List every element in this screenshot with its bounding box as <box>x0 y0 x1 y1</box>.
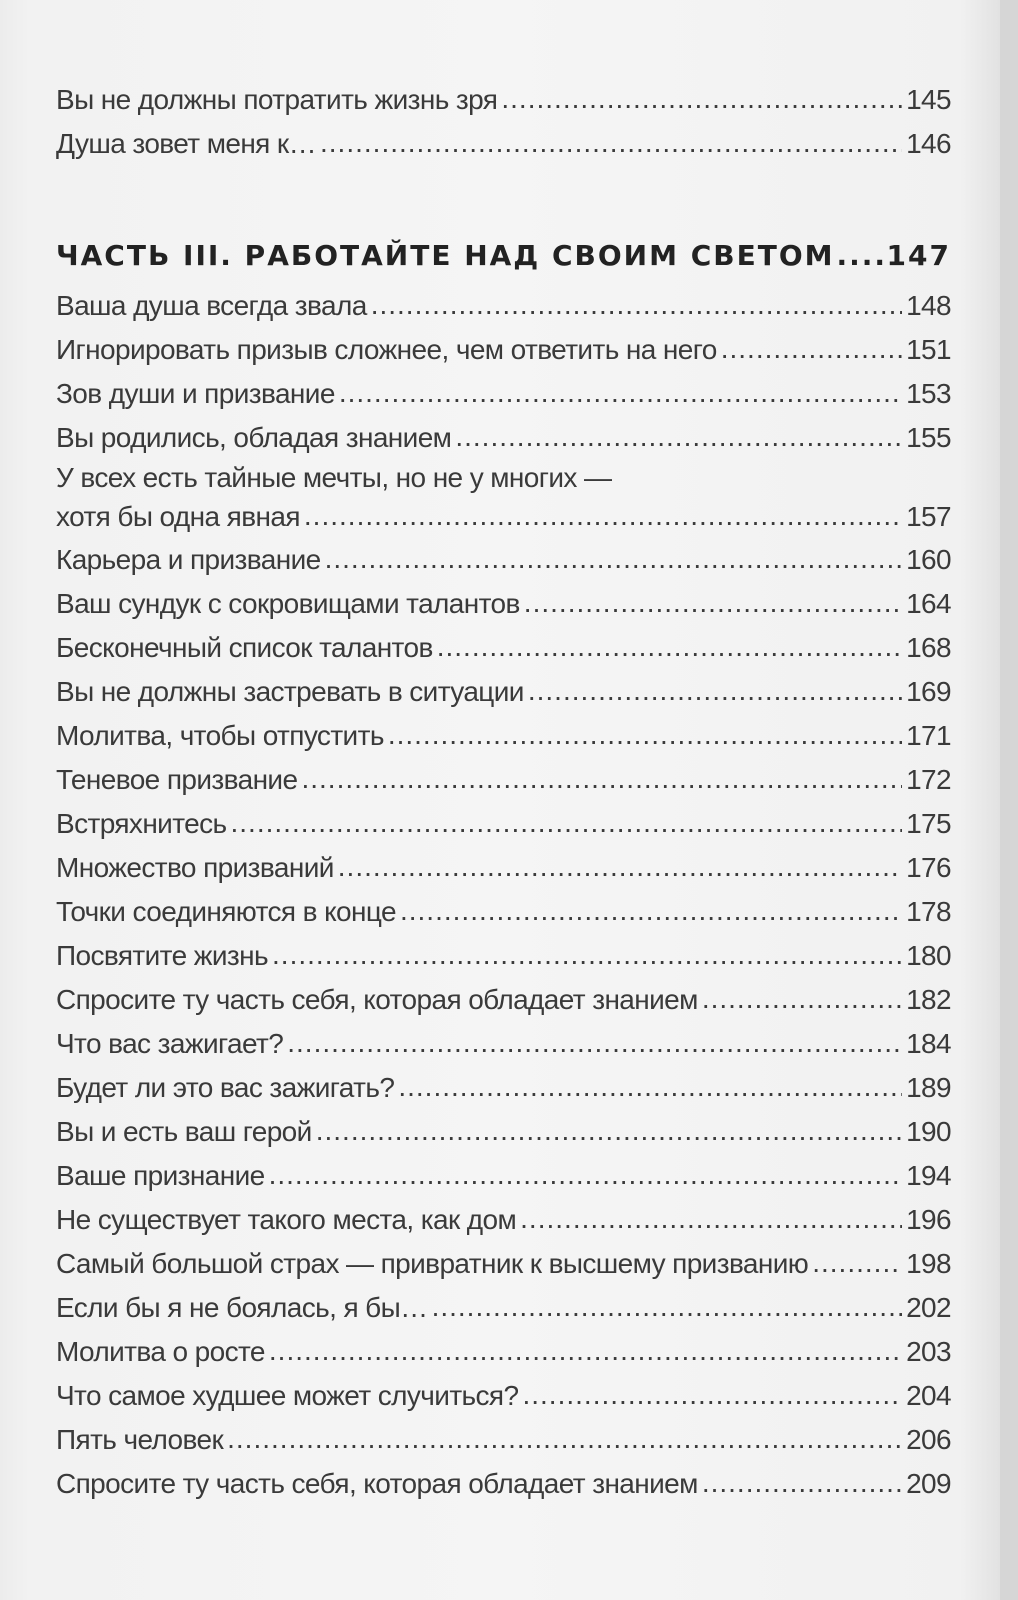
toc-entry-title-line1: У всех есть тайные мечты, но не у многих — <box>56 462 612 493</box>
toc-entry-page: 160 <box>906 544 951 575</box>
dot-leader <box>524 581 902 625</box>
toc-entry-page: 190 <box>906 1116 951 1147</box>
dot-leader <box>301 757 902 801</box>
toc-entry-title: Встряхнитесь <box>56 808 227 839</box>
dot-leader <box>400 889 902 933</box>
dot-leader <box>432 1285 903 1329</box>
toc-entry-title: Карьера и призвание <box>56 544 321 575</box>
toc-entry-title: Игнорировать призыв сложнее, чем ответить на него <box>56 334 717 365</box>
dot-leader <box>371 283 902 327</box>
toc-entry-title: Вы не должны застревать в ситуации <box>56 676 524 707</box>
toc-entry-page: 209 <box>906 1468 951 1499</box>
toc-entry-title: Что самое худшее может случиться? <box>56 1380 519 1411</box>
toc-entry <box>56 1418 951 1462</box>
part-heading <box>56 228 951 284</box>
toc-entry-title: Вы не должны потратить жизнь зря <box>56 84 498 115</box>
dot-leader <box>501 77 902 121</box>
toc-entry-title: Будет ли это вас зажигать? <box>56 1072 395 1103</box>
dot-leader <box>398 1065 902 1109</box>
toc-entry-page: 151 <box>906 334 951 365</box>
toc-entry-title: Ваша душа всегда звала <box>56 290 367 321</box>
part-heading-page: 147 <box>886 239 951 272</box>
dot-leader <box>702 1461 902 1505</box>
dot-leader <box>287 1021 902 1065</box>
dot-leader <box>320 121 902 165</box>
toc-entry-page: 182 <box>906 984 951 1015</box>
toc-entry-title: Спросите ту часть себя, которая обладает знанием <box>56 984 698 1015</box>
toc-entry-title: Молитва, чтобы отпустить <box>56 720 384 751</box>
toc-entry <box>56 1198 951 1242</box>
toc-entry-page: 176 <box>906 852 951 883</box>
toc-entry <box>56 978 951 1022</box>
toc-entry-page: 189 <box>906 1072 951 1103</box>
dot-leader <box>520 1197 902 1241</box>
toc-entry-page: 146 <box>906 128 951 159</box>
toc-entry-page: 157 <box>906 501 951 532</box>
dot-leader <box>388 713 902 757</box>
toc-entry <box>56 1110 951 1154</box>
toc-entry <box>56 1374 951 1418</box>
toc-entry-title: Если бы я не боялась, я бы… <box>56 1292 428 1323</box>
toc-entry-title: Ваше признание <box>56 1160 265 1191</box>
toc-entry-title: Точки соединяются в конце <box>56 896 396 927</box>
toc-entry-page: 171 <box>906 720 951 751</box>
toc-entry <box>56 284 951 328</box>
toc-entry-page: 206 <box>906 1424 951 1455</box>
toc-entry-title: Не существует такого места, как дом <box>56 1204 517 1235</box>
dot-leader <box>316 1109 902 1153</box>
toc-entry <box>56 1242 951 1286</box>
dot-leader <box>338 845 902 889</box>
toc-entry-page: 198 <box>906 1248 951 1279</box>
dot-leader <box>339 371 902 415</box>
dot-leader <box>272 933 902 977</box>
toc-entry-title: Ваш сундук с сокровищами талантов <box>56 588 520 619</box>
toc-entry-page: 196 <box>906 1204 951 1235</box>
dot-leader <box>812 1241 902 1285</box>
dot-leader <box>227 1417 902 1461</box>
dot-leader <box>231 801 903 845</box>
toc-entry-title: Пять человек <box>56 1424 224 1455</box>
toc-entry <box>56 802 951 846</box>
dot-leader <box>721 327 902 371</box>
dot-leader <box>269 1153 902 1197</box>
toc-entry-page: 164 <box>906 588 951 619</box>
toc-entry <box>56 670 951 714</box>
toc-entry <box>56 626 951 670</box>
toc-entry-page: 202 <box>906 1292 951 1323</box>
toc-entry <box>56 1022 951 1066</box>
toc-entry-page: 178 <box>906 896 951 927</box>
part-heading-title: ЧАСТЬ III. РАБОТАЙТЕ НАД СВОИМ СВЕТОМ <box>56 239 835 272</box>
toc-entry-title: Что вас зажигает? <box>56 1028 284 1059</box>
toc-entry-title: Зов души и призвание <box>56 378 335 409</box>
toc-entry <box>56 582 951 626</box>
toc-entry <box>56 1286 951 1330</box>
toc-entry <box>56 1154 951 1198</box>
toc-entry <box>56 758 951 802</box>
toc-entry-title: Теневое призвание <box>56 764 298 795</box>
toc-entry-page: 194 <box>906 1160 951 1191</box>
dot-leader <box>437 625 902 669</box>
toc-entries-list <box>56 538 951 1506</box>
toc-entry <box>56 78 951 122</box>
toc-entry <box>56 372 951 416</box>
toc-entry-page: 169 <box>906 676 951 707</box>
toc-entry <box>56 714 951 758</box>
toc-entry-page: 204 <box>906 1380 951 1411</box>
toc-entry <box>56 1330 951 1374</box>
dot-leader <box>522 1373 902 1417</box>
toc-entry-title: Душа зовет меня к… <box>56 128 316 159</box>
toc-entry <box>56 890 951 934</box>
toc-entry <box>56 1066 951 1110</box>
dot-leader <box>304 495 902 537</box>
toc-entry-page: 155 <box>906 422 951 453</box>
toc-entry-page: 153 <box>906 378 951 409</box>
dot-leader <box>528 669 902 713</box>
toc-entry-page: 175 <box>906 808 951 839</box>
toc-entry-page: 203 <box>906 1336 951 1367</box>
toc-entry-title: Бесконечный список талантов <box>56 632 433 663</box>
toc-entry-title: Вы и есть ваш герой <box>56 1116 312 1147</box>
dot-leader <box>702 977 902 1021</box>
toc-entry <box>56 460 951 538</box>
toc-entry-title: Множество призваний <box>56 852 334 883</box>
toc-entry-page: 145 <box>906 84 951 115</box>
toc-entry <box>56 846 951 890</box>
toc-entry-page: 184 <box>906 1028 951 1059</box>
toc-entry-title: Посвятите жизнь <box>56 940 269 971</box>
toc-entry <box>56 934 951 978</box>
toc-entry <box>56 122 951 166</box>
dot-leader <box>325 537 902 581</box>
table-of-contents <box>56 78 951 1506</box>
toc-entry-title: Спросите ту часть себя, которая обладает знанием <box>56 1468 698 1499</box>
toc-entry-title: Молитва о росте <box>56 1336 265 1367</box>
toc-entry <box>56 328 951 372</box>
dot-leader <box>837 228 885 284</box>
toc-entry-title: Самый большой страх — привратник к высшему призванию <box>56 1248 809 1279</box>
toc-entry-title: Вы родились, обладая знанием <box>56 422 452 453</box>
toc-entry <box>56 538 951 582</box>
dot-leader <box>455 415 902 459</box>
toc-entry-page: 180 <box>906 940 951 971</box>
toc-entry-page: 148 <box>906 290 951 321</box>
toc-entry <box>56 416 951 460</box>
toc-entry-page: 168 <box>906 632 951 663</box>
dot-leader <box>269 1329 902 1373</box>
toc-entry-title-line2: хотя бы одна явная <box>56 501 300 532</box>
section-gap <box>56 166 951 228</box>
toc-entry-page: 172 <box>906 764 951 795</box>
toc-entry <box>56 1462 951 1506</box>
